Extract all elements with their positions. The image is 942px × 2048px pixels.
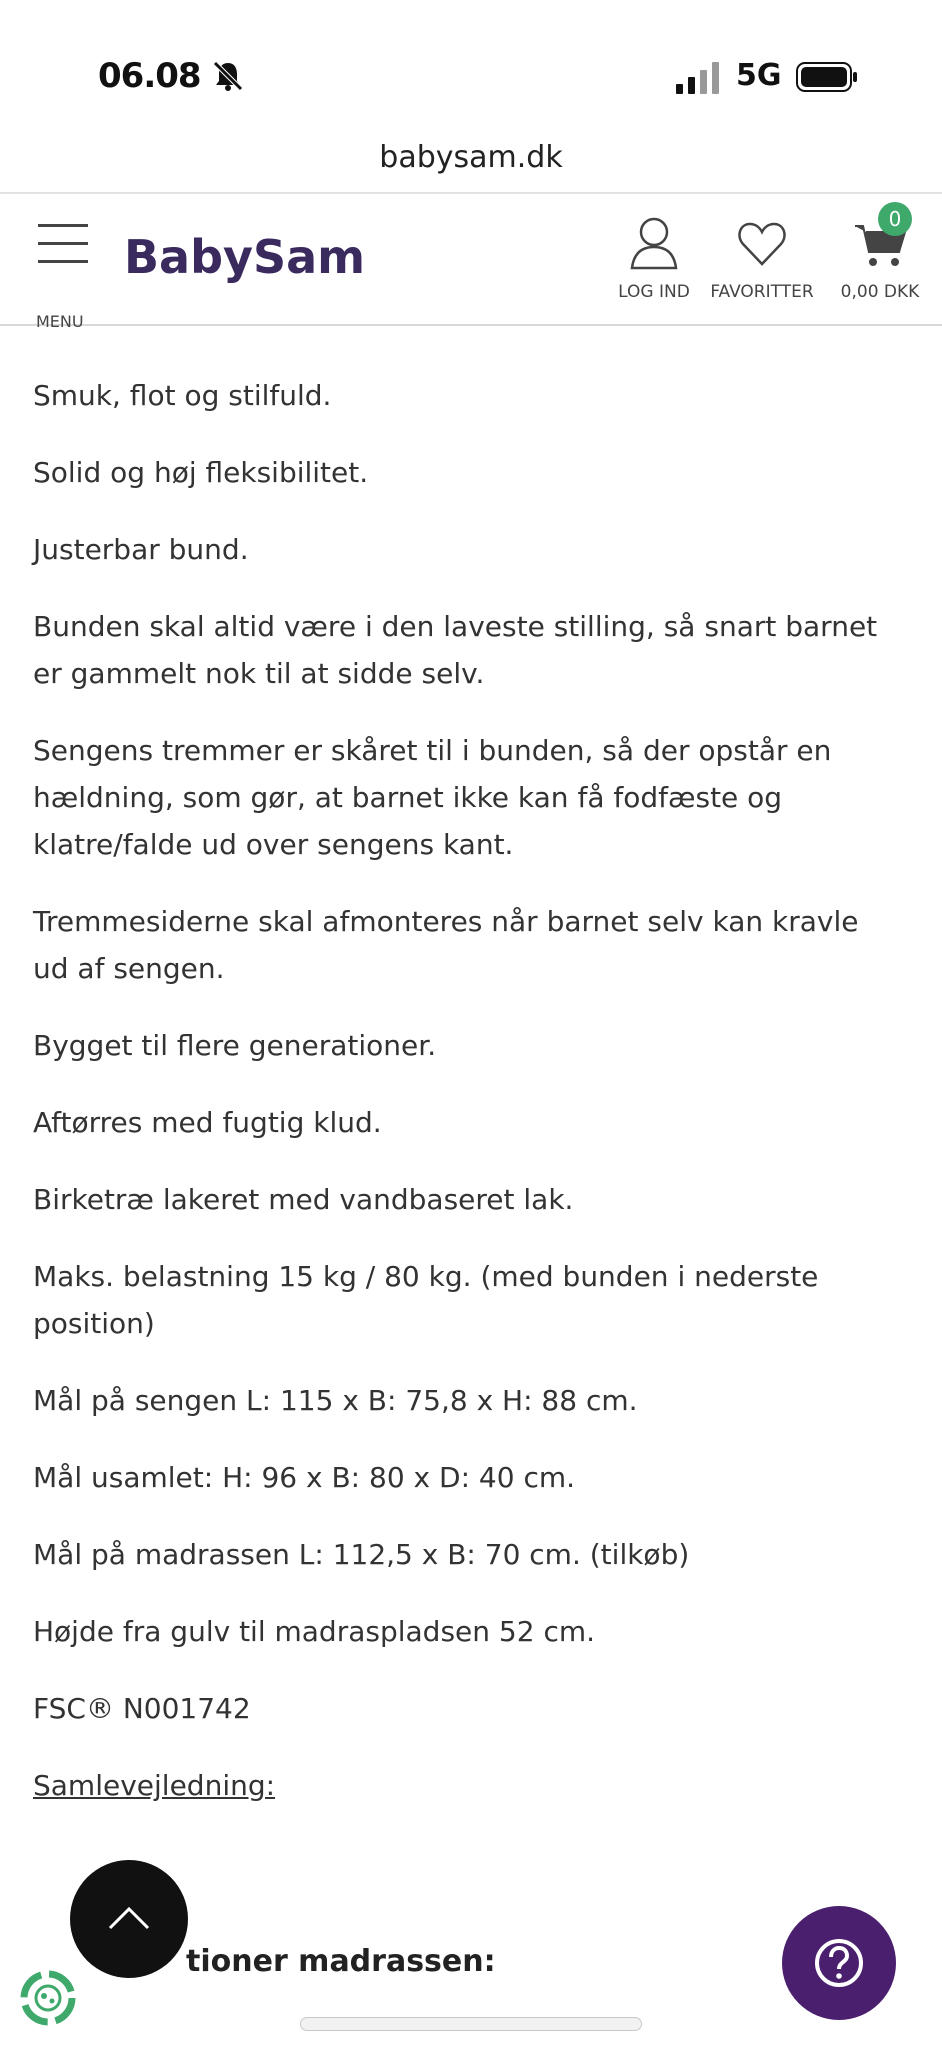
cart-total: 0,00 DKK <box>840 282 920 302</box>
description-paragraph: Bunden skal altid være i den laveste stilling, så snart barnet er gammelt nok til at sidde selv. <box>33 610 878 690</box>
cart-count-badge: 0 <box>878 202 912 236</box>
description-paragraph: Justerbar bund. <box>33 533 249 566</box>
product-description <box>33 372 893 1839</box>
mattress-section-heading: tioner madrassen: <box>186 1944 496 1979</box>
battery-icon <box>796 62 858 92</box>
chevron-up-icon <box>70 1860 188 1978</box>
description-paragraph: Mål usamlet: H: 96 x B: 80 x D: 40 cm. <box>33 1461 576 1494</box>
site-header <box>0 192 942 331</box>
url-bar[interactable] <box>0 140 942 192</box>
signal-icon <box>676 62 722 94</box>
user-icon <box>627 216 681 272</box>
hamburger-icon <box>38 224 88 227</box>
help-button[interactable] <box>782 1906 896 2020</box>
login-button[interactable] <box>612 216 696 302</box>
description-paragraph: Højde fra gulv til madraspladsen 52 cm. <box>33 1615 596 1648</box>
network-5g-icon: 5G <box>736 58 782 93</box>
description-paragraph: Sengens tremmer er skåret til i bunden, så der opstår en hældning, som gør, at barnet ikke kan få fodfæste og klatre/falde ud over sengens kant. <box>33 734 832 861</box>
description-paragraph: Mål på sengen L: 115 x B: 75,8 x H: 88 cm. <box>33 1384 638 1417</box>
description-paragraph: Bygget til flere generationer. <box>33 1029 437 1062</box>
scroll-to-top-button[interactable] <box>70 1860 188 1978</box>
menu-label: MENU <box>36 312 84 331</box>
description-paragraph: FSC® N001742 <box>33 1692 251 1725</box>
description-paragraph: Maks. belastning 15 kg / 80 kg. (med bunden i nederste position) <box>33 1260 819 1340</box>
status-time: 06.08 <box>98 56 201 96</box>
heart-icon <box>735 216 789 272</box>
description-paragraph: Smuk, flot og stilfuld. <box>33 379 332 412</box>
favorites-button[interactable] <box>706 216 818 302</box>
recycle-icon[interactable] <box>14 1964 82 2032</box>
cart-button[interactable] <box>830 216 930 302</box>
favorites-label: FAVORITTER <box>710 282 814 302</box>
login-label: LOG IND <box>618 282 690 302</box>
hamburger-line <box>38 242 88 245</box>
question-mark-icon <box>782 1906 896 2020</box>
menu-button[interactable] <box>36 222 92 331</box>
babysam-logo[interactable]: BabySam <box>124 230 366 284</box>
description-paragraph: Aftørres med fugtig klud. <box>33 1106 382 1139</box>
description-paragraph: Tremmesiderne skal afmonteres når barnet selv kan kravle ud af sengen. <box>33 905 859 985</box>
home-indicator[interactable] <box>300 2017 642 2031</box>
description-paragraph: Birketræ lakeret med vandbaseret lak. <box>33 1183 574 1216</box>
assembly-guide-link[interactable]: Samlevejledning: <box>33 1769 276 1802</box>
description-paragraph: Solid og høj fleksibilitet. <box>33 456 369 489</box>
hamburger-line <box>38 260 88 263</box>
url-domain: babysam.dk <box>379 140 563 175</box>
bell-muted-icon <box>210 58 246 94</box>
description-paragraph: Mål på madrassen L: 112,5 x B: 70 cm. (tilkøb) <box>33 1538 690 1571</box>
status-bar <box>0 0 942 140</box>
